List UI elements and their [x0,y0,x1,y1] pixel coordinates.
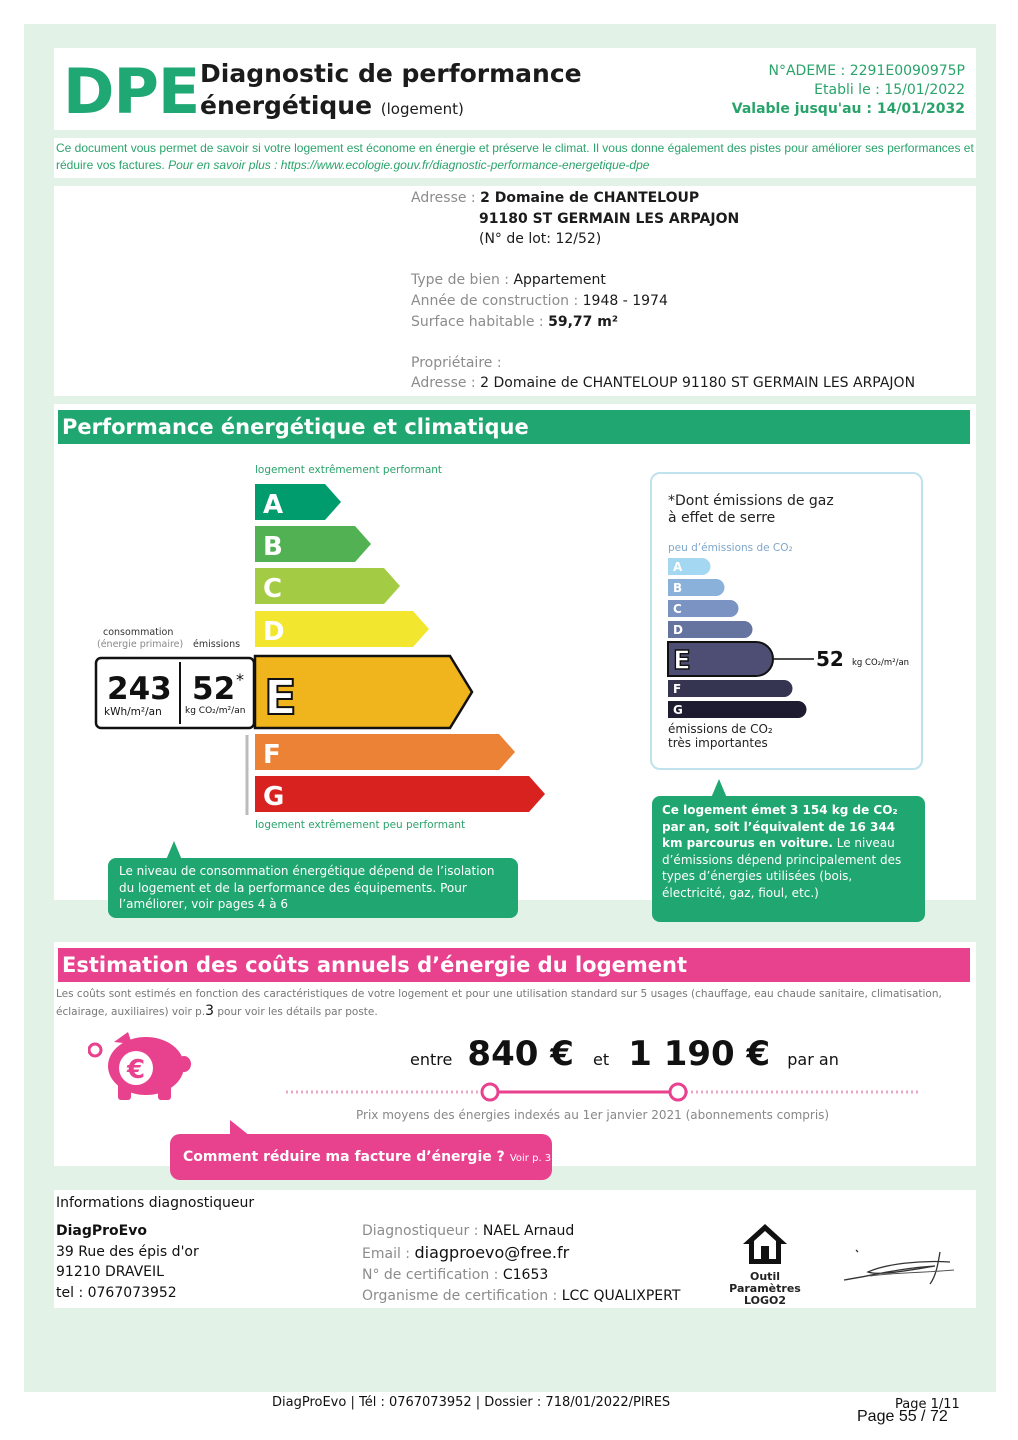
costs-title: Estimation des coûts annuels d’énergie du logement [58,948,970,982]
bubble-pointer-right [709,778,729,798]
consumption-bubble [108,858,518,918]
diag-email[interactable]: diagproevo@free.fr [414,1243,570,1262]
year-value: 1948 - 1974 [582,292,668,309]
diag-cert-row [362,1265,680,1286]
address-block [411,188,971,394]
surface-row [411,312,971,333]
footer-page-outer: Page 55 / 72 [857,1408,948,1425]
energy-class-d-label: D [263,617,285,647]
ghg-class-b-label: B [673,581,683,595]
company-city: 91210 DRAVEIL [56,1264,164,1280]
costs-note-after: pour voir les détails par poste. [214,1006,378,1018]
performance-title: Performance énergétique et climatique [58,410,970,444]
owner-row [411,353,971,374]
ghg-bubble-bold: Ce logement émet 3 154 kg de CO₂ par an, soit l’équivalent de 16 344 km parcourus en voiture. [662,803,898,851]
ghg-class-g-label: G [673,703,683,717]
piggy-euro: € [127,1055,146,1085]
company-name: DiagProEvo [56,1223,147,1239]
ghg-class-f-bar [668,680,793,697]
logo-block [722,1222,808,1307]
cost-entre: entre [410,1050,453,1069]
energy-label-chart [0,455,560,840]
valid-until: Valable jusqu'au : 14/01/2032 [731,101,965,117]
ghg-title-line2: à effet de serre [668,510,776,526]
dpe-logo: DPE [63,55,200,128]
energy-class-g-label: G [263,782,285,812]
energy-top-label: logement extrêmement performant [255,464,443,476]
company-street: 39 Rue des épis d'or [56,1243,199,1260]
etabli-date: Etabli le : 15/01/2022 [814,82,965,98]
address-line2-row [411,209,971,230]
surface-label: Surface habitable : [411,313,544,330]
ghg-class-g-bar [668,701,807,718]
reduce-bill-link[interactable]: Voir p. 3 [509,1153,552,1164]
bubble-pointer-left [164,840,184,860]
owner-address-label: Adresse : [411,375,476,392]
signature [840,1246,958,1288]
energy-class-g-bar [255,776,545,812]
spacer [411,250,971,271]
intro-card [54,138,976,178]
owner-address-row [411,373,971,394]
ghg-bubble-text: Le niveau d’émissions dépend principalement des types d’énergies utilisées (bois, électricité, gaz, fioul, etc.) [662,836,902,900]
costs-note-before: Les coûts sont estimés en fonction des caractéristiques de votre logement et pour une utilisation standard sur 5 usages (chauffage, eau chaude sanitaire, climatisation, éclairage, auxiliaires) voir p. [56,988,942,1018]
intro-more: Pour en savoir plus : https://www.ecologie.gouv.fr/diagnostic-performance-energetique-dpe [168,158,650,172]
diag-name: NAEL Arnaud [482,1223,575,1239]
energy-class-c-label: C [263,574,283,604]
ghg-top-label: peu d’émissions de CO₂ [668,542,793,554]
diag-org: LCC QUALIXPERT [561,1288,681,1304]
logo-line1: Outil [750,1270,780,1283]
diag-name-row [362,1221,680,1242]
owner-address: 2 Domaine de CHANTELOUP 91180 ST GERMAIN LES ARPAJON [480,375,916,392]
address-card [54,186,976,396]
diag-cert-label: N° de certification : [362,1267,499,1283]
diag-email-row [362,1242,680,1265]
energy-class-b-label: B [263,532,283,562]
title-line1: Diagnostic de performance [200,59,582,88]
cost-min-marker [482,1084,498,1100]
type-row [411,270,971,291]
cost-et: et [592,1050,610,1069]
diagnostician-section-label: Informations diagnostiqueur [56,1195,255,1211]
consumption-label: consommation [103,627,174,638]
cost-par-an: par an [787,1050,839,1069]
ghg-bubble [652,796,925,922]
emissions-value: 52 [192,671,236,707]
ghg-title-line1: *Dont émissions de gaz [668,493,834,509]
consumption-bubble-text: Le niveau de consommation énergétique dépend de l’isolation du logement et de la performance des équipements. Pour l’améliorer, voir pages 4 à 6 [119,864,495,912]
surface-value: 59,77 m² [548,313,618,330]
address-row [411,188,971,209]
diag-name-label: Diagnostiqueur : [362,1223,479,1239]
ghg-class-e-label: E [673,646,691,676]
intro-main: Ce document vous permet de savoir si votre logement est économe en énergie et préserve le climat. Il vous donne également des pistes pour améliorer ses performances et réduire vos factures. [56,141,974,172]
ademe-number: N°ADEME : 2291E0090975P [768,63,965,79]
cost-max-marker [670,1084,686,1100]
diagnostician-company-block [56,1221,199,1303]
spacer [411,332,971,353]
type-label: Type de bien : [411,272,509,289]
consumption-unit: kWh/m²/an [104,706,162,718]
title-suffix: (logement) [380,100,464,118]
lot-number: (N° de lot: 12/52) [479,231,602,248]
energy-class-a-label: A [263,490,284,520]
ghg-bottom-label-1: émissions de CO₂ [668,722,773,736]
consumption-sub: (énergie primaire) [97,639,184,650]
cost-range-bar [284,1080,924,1104]
reduce-bill-label: Comment réduire ma facture d’énergie ? [183,1149,505,1165]
costs-note-page: 3 [205,1003,215,1019]
address-line2: 91180 ST GERMAIN LES ARPAJON [479,210,740,227]
diag-org-label: Organisme de certification : [362,1288,558,1304]
diag-email-label: Email : [362,1246,411,1262]
cost-max: 1 190 € [628,1034,771,1074]
cost-range [410,1034,839,1074]
ghg-class-f-label: F [673,682,682,696]
footer-page-inner: Page 1/11 [895,1397,960,1412]
ghg-class-d-label: D [673,623,683,637]
header-card [54,48,976,130]
emissions-label: émissions [193,639,241,650]
footer-text: DiagProEvo | Tél : 0767073952 | Dossier : 718/01/2022/PIRES [272,1395,671,1410]
address-line1: 2 Domaine de CHANTELOUP [480,190,700,206]
energy-bars [254,484,545,812]
company-tel: tel : 0767073952 [56,1284,177,1301]
lot-row [411,229,971,250]
emissions-unit: kg CO₂/m²/an [185,706,246,716]
emissions-star: * [236,670,244,689]
energy-class-f-bar [255,734,515,770]
ghg-class-c-label: C [673,602,682,616]
costs-note [56,986,974,1021]
ghg-unit: kg CO₂/m²/an [852,658,910,668]
year-row [411,291,971,312]
page-title [200,58,582,125]
energy-class-e-label: E [264,670,297,726]
diag-cert: C1653 [502,1267,549,1283]
logo-line2: Paramètres [729,1282,801,1295]
header-meta [645,62,965,119]
energy-class-f-label: F [263,740,281,770]
energy-bottom-label: logement extrêmement peu performant [255,819,466,831]
consumption-value: 243 [107,671,172,707]
address-label: Adresse : [411,190,476,206]
intro-text [56,140,974,174]
type-value: Appartement [513,272,606,289]
diag-org-row [362,1286,680,1307]
title-line2: énergétique [200,91,373,120]
ghg-bars [668,558,807,718]
prices-note: Prix moyens des énergies indexés au 1er janvier 2021 (abonnements compris) [356,1108,830,1122]
title-line2-wrap [200,90,582,125]
ghg-value: 52 [816,647,844,671]
reduce-bill-button[interactable] [170,1134,552,1180]
ghg-bottom-label-2: très importantes [668,736,768,750]
ghg-chart [650,472,930,772]
house-icon [740,1222,790,1266]
owner-label: Propriétaire : [411,354,502,371]
cost-min: 840 € [467,1034,574,1074]
year-label: Année de construction : [411,292,579,309]
logo-line3: LOGO2 [743,1294,786,1307]
ghg-class-a-label: A [673,560,683,574]
diagnostician-details [362,1221,680,1307]
piggy-bank-icon [88,1028,192,1106]
